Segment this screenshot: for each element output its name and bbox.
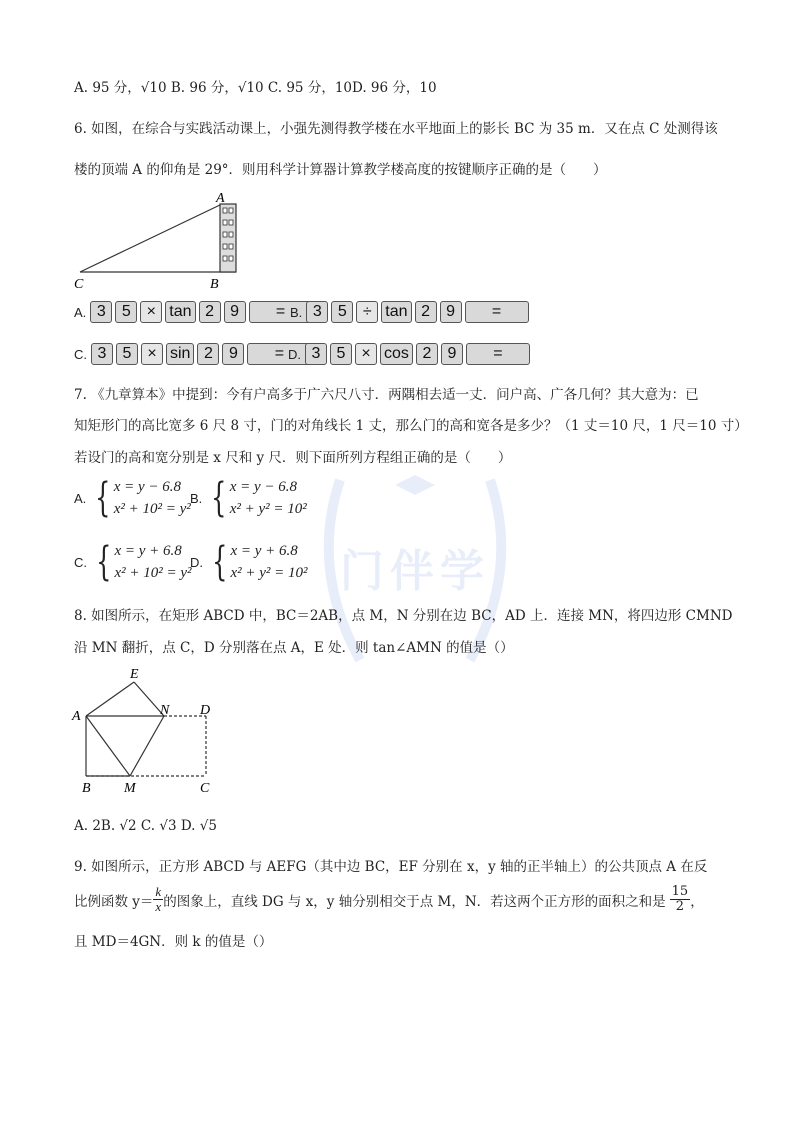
q6-option-b: B. 3 5 ÷ tan 2 9 = xyxy=(290,301,532,323)
svg-text:E: E xyxy=(130,667,139,682)
q6-option-d: D. 3 5 × cos 2 9 = xyxy=(288,343,533,365)
watermark-text: 门伴学 xyxy=(340,546,490,597)
laurel-icon xyxy=(300,440,530,700)
label-C: C xyxy=(74,277,84,292)
q6-line2: 楼的顶端 A 的仰角是 29°．则用科学计算器计算教学楼高度的按键顺序正确的是（ ） xyxy=(74,162,607,178)
svg-text:A: A xyxy=(72,709,81,724)
q7-line1: 7. 《九章算本》中提到：今有户高多于广六尺八寸．两隅相去适一丈．问户高、广各几何？其大意为：已 xyxy=(74,387,699,403)
slope-line xyxy=(80,204,222,272)
q6-line1: 6. 如图，在综合与实践活动课上，小强先测得教学楼在水平地面上的影长 BC 为 35 m．又在点 C 处测得该 xyxy=(74,121,718,137)
q9-line3: 且 MD＝4GN．则 k 的值是（） xyxy=(74,934,273,950)
q7-option-b: B. { x = y − 6.8 x² + y² = 10² xyxy=(190,475,307,521)
svg-text:C: C xyxy=(200,781,210,796)
building-icon xyxy=(220,204,236,272)
q9-line2: 比例函数 y＝ $\frac{k}{x}$ 的图象上，直线 DG 与 x，y 轴分别相交于点 M，N．若这两个正方形的面积之和是 $\frac{15}{2}$ ， xyxy=(74,884,704,914)
svg-text:D: D xyxy=(200,703,211,718)
q8-figure xyxy=(68,664,228,796)
q7-option-d: D. { x = y + 6.8 x² + y² = 10² xyxy=(190,539,308,585)
q7-option-c: C. { x = y + 6.8 x² + 10² = y² xyxy=(74,539,192,585)
q8-options: A. 2B. √2 C. √3 D. √5 xyxy=(74,818,217,834)
label-B: B xyxy=(210,277,219,292)
svg-text:B: B xyxy=(82,781,91,796)
q8-line1: 8. 如图所示，在矩形 ABCD 中，BC＝2AB，点 M，N 分别在边 BC，AD 上．连接 MN，将四边形 CMND xyxy=(74,608,733,624)
q6-figure xyxy=(70,192,250,292)
svg-text:N: N xyxy=(160,703,170,718)
q6-option-c: C. 3 5 × sin 2 9 = xyxy=(74,343,314,365)
q7-option-a: A. { x = y − 6.8 x² + 10² = y² xyxy=(74,475,191,521)
q8-line2: 沿 MN 翻折，点 C，D 分别落在点 A，E 处．则 tan∠AMN 的值是（） xyxy=(74,640,514,656)
q6-option-a: A. 3 5 × tan 2 9 = xyxy=(74,301,316,323)
watermark xyxy=(300,440,530,700)
q9-line1: 9. 如图所示，正方形 ABCD 与 AEFG（其中边 BC，EF 分别在 x，y 轴的正半轴上）的公共顶点 A 在反 xyxy=(74,859,708,875)
q7-line3: 若设门的高和宽分别是 x 尺和 y 尺．则下面所列方程组正确的是（ ） xyxy=(74,450,512,466)
q5-options: A. 95 分，√10 B. 96 分，√10 C. 95 分，10D. 96 分，10 xyxy=(74,80,437,96)
q7-line2: 知矩形门的高比宽多 6 尺 8 寸，门的对角线长 1 丈，那么门的高和宽各是多少？（1 丈＝10 尺，1 尺＝10 寸） xyxy=(74,418,748,434)
label-A: A xyxy=(216,192,225,206)
svg-text:M: M xyxy=(124,781,136,796)
